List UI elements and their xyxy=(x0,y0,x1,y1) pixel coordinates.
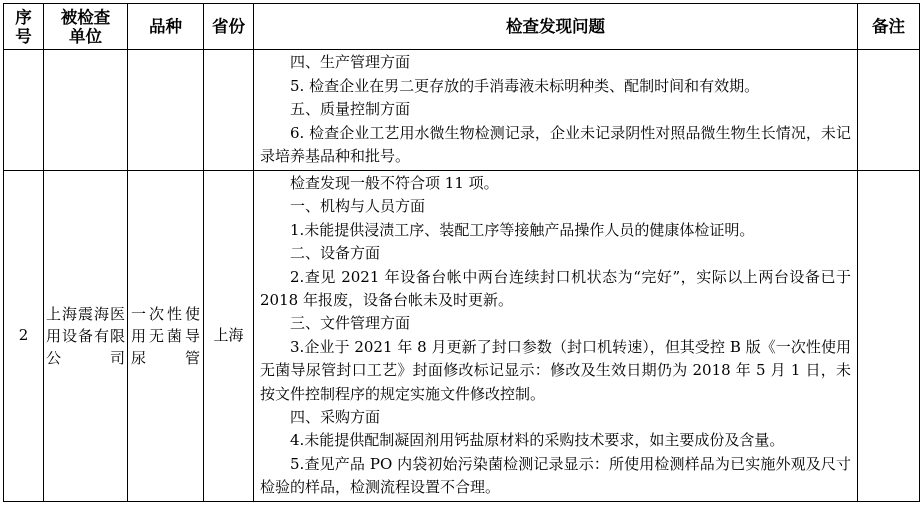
row2-unit: 上海震海医用设备有限公司 xyxy=(44,171,128,502)
row1-issues xyxy=(254,50,858,171)
row2-province: 上海 xyxy=(204,171,254,502)
inspection-table xyxy=(3,3,920,502)
issue-line: 3.企业于 2021 年 8 月更新了封口参数（封口机转速），但其受控 B 版《一次性使用无菌导尿管封口工艺》封面修改标记显示：修改及生效日期仍为 2018 年 5 月 1 日，未按文件控制程序的规定实施文件修改控制。 xyxy=(260,337,851,403)
row1-province xyxy=(204,50,254,171)
row2-seq: 2 xyxy=(4,171,44,502)
issue-line: 三、文件管理方面 xyxy=(290,314,411,333)
row1-seq xyxy=(4,50,44,171)
issue-line: 检查发现一般不符合项 11 项。 xyxy=(290,174,499,192)
header-row xyxy=(4,4,920,50)
row2-product: 一次性使用无菌导尿管 xyxy=(128,171,204,502)
issue-line: 1.未能提供浸渍工序、装配工序等接触产品操作人员的健康体检证明。 xyxy=(290,220,755,239)
row1-note xyxy=(858,50,920,171)
issue-line: 4.未能提供配制凝固剂用钙盐原材料的采购技术要求，如主要成份及含量。 xyxy=(290,431,785,450)
issue-line: 四、采购方面 xyxy=(290,408,381,427)
row2-issues xyxy=(254,171,858,502)
row1-unit xyxy=(44,50,128,171)
issue-line: 5. 检查企业在男二更存放的手消毒液未标明种类、配制时间和有效期。 xyxy=(290,76,760,95)
header-note: 备注 xyxy=(858,4,920,50)
issue-line: 一、机构与人员方面 xyxy=(290,197,426,216)
table-row xyxy=(4,171,920,502)
table-row xyxy=(4,50,920,171)
header-issues: 检查发现问题 xyxy=(254,4,858,50)
header-seq: 序号 xyxy=(4,4,44,50)
issue-line: 二、设备方面 xyxy=(290,244,381,263)
header-unit: 被检查单位 xyxy=(44,4,128,50)
issue-line: 5.查见产品 PO 内袋初始污染菌检测记录显示：所使用检测样品为已实施外观及尺寸检验的样品，检测流程设置不合理。 xyxy=(260,454,851,497)
issue-line: 五、质量控制方面 xyxy=(290,100,411,119)
row1-product xyxy=(128,50,204,171)
issue-line: 四、生产管理方面 xyxy=(290,53,411,72)
header-product: 品种 xyxy=(128,4,204,50)
header-province: 省份 xyxy=(204,4,254,50)
issue-line: 2.查见 2021 年设备台帐中两台连续封口机状态为“完好”，实际以上两台设备已于 2018 年报废，设备台帐未及时更新。 xyxy=(260,267,851,310)
issue-line: 6. 检查企业工艺用水微生物检测记录，企业未记录阴性对照品微生物生长情况，未记录培养基品种和批号。 xyxy=(260,123,851,166)
row2-note xyxy=(858,171,920,502)
